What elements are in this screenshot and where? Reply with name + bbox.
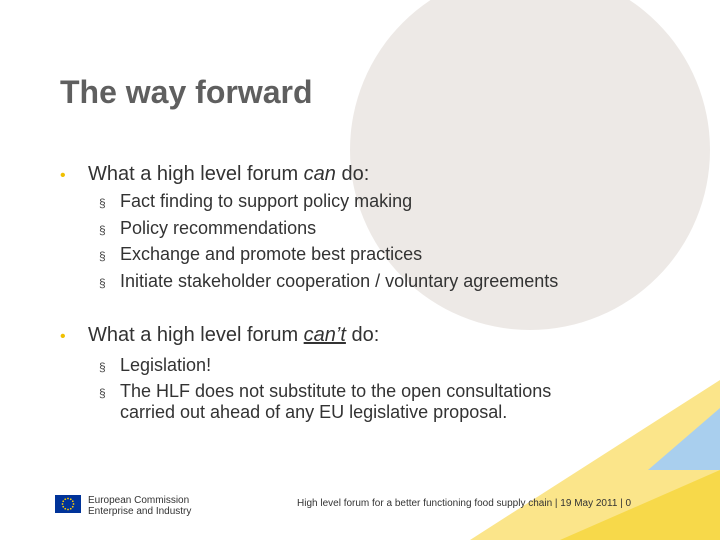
square-bullet-icon: § (99, 275, 106, 290)
cant-do-list (99, 354, 551, 402)
list-item-text: Legislation! (120, 355, 212, 375)
list-item (99, 243, 558, 270)
square-bullet-icon: § (99, 222, 106, 237)
bullet-emphasis: can’t (303, 324, 346, 346)
list-item (99, 380, 551, 402)
can-do-list (99, 190, 558, 296)
bullet-tail: do: (345, 324, 380, 346)
list-item-continuation: carried out ahead of any EU legislative proposal. (120, 402, 508, 422)
list-item-text: Initiate stakeholder cooperation / voluntary agreements (120, 270, 559, 291)
eu-stars-icon (55, 495, 81, 513)
bullet-lead: What a high level forum (88, 324, 304, 346)
square-bullet-icon: § (99, 386, 106, 400)
list-item (99, 354, 551, 380)
square-bullet-icon: § (99, 196, 106, 210)
bullet-dot-icon: • (60, 167, 66, 184)
square-bullet-icon: § (99, 249, 106, 263)
eu-flag-logo (55, 495, 81, 513)
slide-footer: High level forum for a better functioning food supply chain | 19 May 2011 | 0 (297, 498, 632, 509)
slide-title: The way forward (60, 74, 313, 110)
organization-label (88, 495, 191, 517)
list-item-text: The HLF does not substitute to the open consultations (120, 381, 552, 401)
bullet-lead: What a high level forum (88, 163, 304, 185)
list-item (99, 190, 558, 217)
list-item (99, 270, 558, 297)
list-item-text: Policy recommendations (120, 217, 317, 238)
organization-name: European Commission (88, 495, 190, 506)
square-bullet-icon: § (99, 360, 106, 374)
list-item-text: Fact finding to support policy making (120, 191, 413, 211)
bullet-emphasis: can (303, 163, 336, 185)
bullet-tail: do: (335, 163, 370, 185)
bullet-can-do (60, 163, 369, 186)
list-item-text: Exchange and promote best practices (120, 244, 423, 264)
list-item (99, 217, 558, 244)
organization-department: Enterprise and Industry (88, 506, 192, 517)
bullet-cant-do (60, 324, 379, 347)
bullet-dot-icon: • (60, 328, 66, 345)
